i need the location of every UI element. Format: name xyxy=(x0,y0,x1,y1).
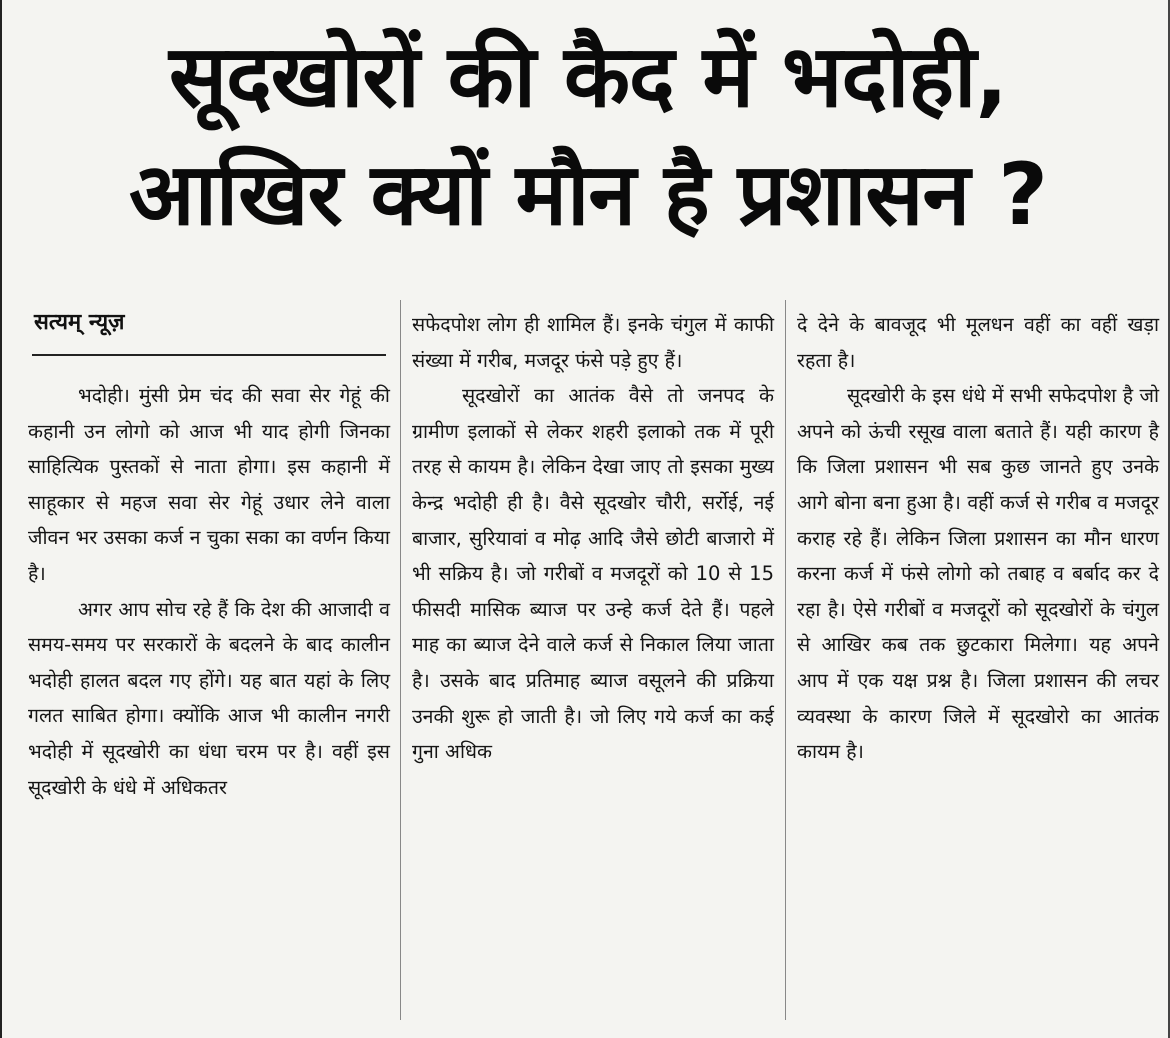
byline-rule xyxy=(32,354,386,356)
headline xyxy=(22,18,1154,254)
column-divider xyxy=(785,300,786,1020)
paragraph: सूदखोरी के इस धंधे में सभी सफेदपोश है जो अपने को ऊंची रसूख वाला बताते हैं। यही कारण है कि जिला प्रशासन भी सब कुछ जानते हुए उनके आगे बोना बना हुआ है। वहीं कर्ज से गरीब व मजदूर कराह रहे हैं। लेकिन जिला प्रशासन का मौन धारण करना कर्ज में फंसे लोगो को तबाह व बर्बाद कर दे रहा है। ऐसे गरीबों व मजदूरों को सूदखोरों के चंगुल से आखिर कब तक छुटकारा मिलेगा। यह अपने आप में एक यक्ष प्रश्न है। जिला प्रशासन की लचर व्यवस्था के कारण जिले में सूदखोरो का आतंक कायम है। xyxy=(797,384,1159,764)
article-column-1 xyxy=(28,378,390,805)
paragraph: भदोही। मुंसी प्रेम चंद की सवा सेर गेहूं की कहानी उन लोगो को आज भी याद होगी जिनका साहित्यिक पुस्तकों से नाता होगा। इस कहानी में साहूकार से महज सवा सेर गेहूं उधार लेने वाला जीवन भर उसका कर्ज न चुका सका का वर्णन किया है। xyxy=(28,384,390,585)
article-column-2 xyxy=(412,307,774,770)
headline-line-1: सूदखोरों की कैद में भदोही, xyxy=(168,27,1008,127)
column-divider xyxy=(400,300,401,1020)
paragraph: दे देने के बावजूद भी मूलधन वहीं का वहीं खड़ा रहता है। xyxy=(797,313,1159,372)
byline: सत्यम् न्यूज़ xyxy=(34,310,125,335)
article-column-3 xyxy=(797,307,1159,770)
headline-line-2: आखिर क्यों मौन है प्रशासन ? xyxy=(128,145,1048,245)
paragraph: सफेदपोश लोग ही शामिल हैं। इनके चंगुल में काफी संख्या में गरीब, मजदूर फंसे पड़े हुए हैं। xyxy=(412,313,774,372)
paragraph: सूदखोरों का आतंक वैसे तो जनपद के ग्रामीण इलाकों से लेकर शहरी इलाको तक में पूरी तरह से कायम है। लेकिन देखा जाए तो इसका मुख्य केन्द्र भदोही ही है। वैसे सूदखोर चौरी, सर्रोई, नई बाजार, सुरियावां व मोढ़ आदि जैसे छोटी बाजारो में भी सक्रिय है। जो गरीबों व मजदूरों को 10 से 15 फीसदी मासिक ब्याज पर उन्हे कर्ज देते हैं। पहले माह का ब्याज देने वाले कर्ज से निकाल लिया जाता है। उसके बाद प्रतिमाह ब्याज वसूलने की प्रक्रिया उनकी शुरू हो जाती है। जो लिए गये कर्ज का कई गुना अधिक xyxy=(412,384,774,764)
paragraph: अगर आप सोच रहे हैं कि देश की आजादी व समय-समय पर सरकारों के बदलने के बाद कालीन भदोही हालत बदल गए होंगे। यह बात यहां के लिए गलत साबित होगा। क्योंकि आज भी कालीन नगरी भदोही में सूदखोरी का धंधा चरम पर है। वहीं इस सूदखोरी के धंधे में अधिकतर xyxy=(28,597,390,799)
